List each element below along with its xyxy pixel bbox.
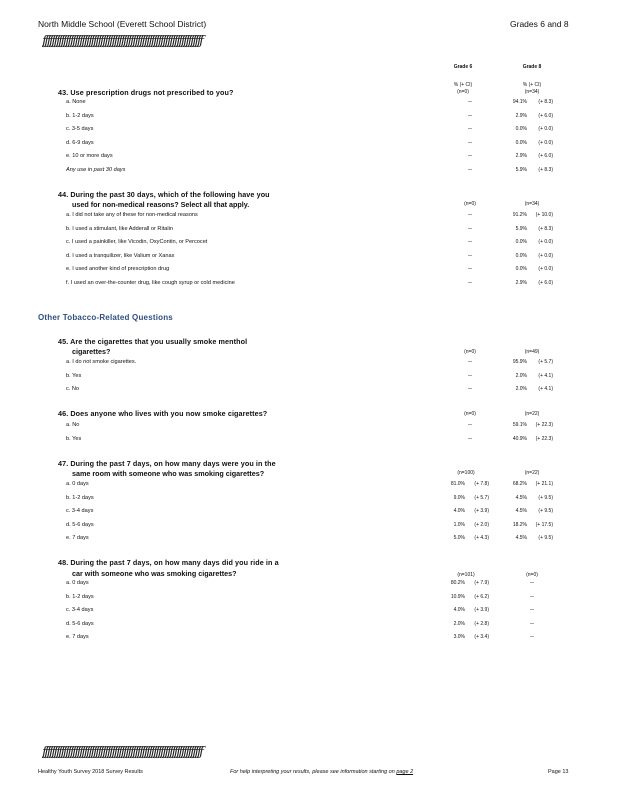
q47-option-label: b. 1-2 days xyxy=(66,494,94,501)
q43-grade8-percent: 2.9% xyxy=(515,153,527,159)
q47-grade8-ci: (+ 9.5) xyxy=(538,535,553,541)
q45-option-label: b. Yes xyxy=(66,372,82,379)
q47-n6: (n=100) xyxy=(457,470,475,476)
q47-grade6-ci: (+ 4.3) xyxy=(474,535,489,541)
top-rule: ƒƒƒƒƒƒƒƒƒƒƒƒƒƒƒƒƒƒƒƒƒƒƒƒƒƒƒƒƒƒƒƒƒƒƒƒƒƒƒƒƒƒƒƒƒƒƒƒƒƒƒƒƒƒƒƒƒƒƒƒƒƒƒƒƒƒƒƒƒ xyxy=(42,34,202,49)
q43-grade6-value: -- xyxy=(468,153,472,159)
q45-n8: (n=49) xyxy=(524,349,540,355)
q47-grade8-percent: 4.5% xyxy=(515,508,527,514)
q46-n8: (n=22) xyxy=(524,411,540,417)
q43-grade8-ci: (+ 0.0) xyxy=(538,126,553,132)
q46-option-label: b. Yes xyxy=(66,435,82,442)
q43-option-label: d. 6-9 days xyxy=(66,139,94,146)
q47-option-label: e. 7 days xyxy=(66,535,89,541)
q45-grade8-percent: 2.0% xyxy=(515,372,527,379)
bottom-rule: ƒƒƒƒƒƒƒƒƒƒƒƒƒƒƒƒƒƒƒƒƒƒƒƒƒƒƒƒƒƒƒƒƒƒƒƒƒƒƒƒƒƒƒƒƒƒƒƒƒƒƒƒƒƒƒƒƒƒƒƒƒƒƒƒƒƒƒƒƒ xyxy=(42,745,202,760)
q45-grade6-value: -- xyxy=(468,386,472,392)
q44-grade8-ci: (+ 8.3) xyxy=(538,225,553,232)
q47-grade8-percent: 68.2% xyxy=(512,481,527,487)
q47-grade8-ci: (+ 21.1) xyxy=(535,481,553,487)
q48-grade8-value: -- xyxy=(530,607,534,613)
q46-grade6-value: -- xyxy=(468,435,472,442)
q48-grade8-value: -- xyxy=(530,593,534,600)
grade6-stat-label: % (+ CI) xyxy=(453,82,473,88)
q48-grade6-ci: (+ 2.8) xyxy=(474,620,489,627)
q44-title-line2: used for non-medical reasons? Select all that apply. xyxy=(72,200,250,209)
q44-grade8-ci: (+ 0.0) xyxy=(538,239,553,245)
q44-grade8-ci: (+ 10.0) xyxy=(535,212,553,218)
q43-grade8-ci: (+ 0.0) xyxy=(538,139,553,146)
q47-option-label: d. 5-6 days xyxy=(66,521,94,528)
q47-grade8-percent: 4.5% xyxy=(515,494,527,501)
q45-title-line2: cigarettes? xyxy=(72,347,111,356)
q44-grade6-value: -- xyxy=(468,252,472,259)
q47-grade6-ci: (+ 3.9) xyxy=(474,508,489,514)
q44-grade8-percent: 2.9% xyxy=(515,279,527,286)
q44-grade8-percent: 91.2% xyxy=(512,212,527,218)
q44-option-label: f. I used an over-the-counter drug, like cough syrup or cold medicine xyxy=(66,279,235,286)
q45-grade8-ci: (+ 4.1) xyxy=(538,386,553,392)
q45-option-label: a. I do not smoke cigarettes. xyxy=(66,359,137,365)
q43-grade8-ci: (+ 8.3) xyxy=(538,99,553,105)
q47-grade6-percent: 9.0% xyxy=(453,494,465,501)
q43-grade6-value: -- xyxy=(468,112,472,119)
q48-grade6-ci: (+ 3.4) xyxy=(474,634,489,640)
q46-grade8-percent: 40.9% xyxy=(512,435,527,442)
q43-option-label: c. 3-5 days xyxy=(66,126,94,132)
q48-n8: (n=0) xyxy=(526,572,538,578)
q43-grade6-value: -- xyxy=(468,166,472,173)
q45-grade8-percent: 2.0% xyxy=(515,386,527,392)
q43-grade8-ci: (+ 6.0) xyxy=(538,153,553,159)
q43-title: 43. Use prescription drugs not prescribed to you? xyxy=(58,88,234,97)
grade8-header: Grade 8 xyxy=(522,64,542,70)
q48-grade6-ci: (+ 6.2) xyxy=(474,593,489,600)
q47-option-label: c. 3-4 days xyxy=(66,508,94,514)
q47-grade6-percent: 81.0% xyxy=(450,481,465,487)
q48-grade6-ci: (+ 3.9) xyxy=(474,607,489,613)
q43-option-label: a. None xyxy=(66,99,86,105)
q43-grade8-percent: 2.9% xyxy=(515,112,527,119)
grades-label: Grades 6 and 8 xyxy=(510,19,569,29)
footer-page-number: Page 13 xyxy=(548,769,569,775)
q47-grade8-percent: 18.2% xyxy=(512,521,527,528)
q43-grade6-value: -- xyxy=(468,139,472,146)
q47-grade6-ci: (+ 2.0) xyxy=(474,521,489,528)
q48-option-label: b. 1-2 days xyxy=(66,593,94,600)
q44-grade8-percent: 0.0% xyxy=(515,239,527,245)
q43-grade8-percent: 0.0% xyxy=(515,126,527,132)
q43-grade6-value: -- xyxy=(468,99,472,105)
q48-option-label: e. 7 days xyxy=(66,634,89,640)
q44-n8: (n=34) xyxy=(524,201,540,207)
q45-grade8-ci: (+ 4.1) xyxy=(538,372,553,379)
q43-grade8-percent: 0.0% xyxy=(515,139,527,146)
q47-grade8-ci: (+ 9.5) xyxy=(538,494,553,501)
q48-option-label: a. 0 days xyxy=(66,580,89,586)
q48-n6: (n=101) xyxy=(457,572,475,578)
q47-grade6-percent: 5.0% xyxy=(453,535,465,541)
q48-title-line2: car with someone who was smoking cigarettes? xyxy=(72,569,237,578)
q46-title: 46. Does anyone who lives with you now smoke cigarettes? xyxy=(58,409,268,418)
q48-grade6-percent: 2.0% xyxy=(453,620,465,627)
q48-option-label: d. 5-6 days xyxy=(66,620,94,627)
q44-n6: (n=0) xyxy=(464,201,476,207)
q47-grade8-ci: (+ 9.5) xyxy=(538,508,553,514)
q47-title-line1: 47. During the past 7 days, on how many days were you in the xyxy=(58,459,276,468)
q46-n6: (n=0) xyxy=(464,411,476,417)
school-name: North Middle School (Everett School District) xyxy=(38,19,207,29)
q48-grade6-percent: 80.2% xyxy=(450,580,465,586)
q43-option-label: b. 1-2 days xyxy=(66,112,94,119)
q44-grade8-percent: 0.0% xyxy=(515,252,527,259)
q45-grade6-value: -- xyxy=(468,372,472,379)
q44-grade8-percent: 5.9% xyxy=(515,225,527,232)
q43-grade8-percent: 94.1% xyxy=(512,99,527,105)
q44-grade8-percent: 0.0% xyxy=(515,266,527,272)
q46-option-label: a. No xyxy=(66,422,80,428)
q48-option-label: c. 3-4 days xyxy=(66,607,94,613)
footer-page-link[interactable]: page 2 xyxy=(396,769,414,775)
q44-option-label: c. I used a painkiller, like Vicodin, OxyContin, or Percocet xyxy=(66,239,208,245)
q48-grade6-ci: (+ 7.9) xyxy=(474,580,489,586)
section-title: Other Tobacco-Related Questions xyxy=(38,313,173,322)
q43-option-label: Any use in past 30 days xyxy=(66,166,126,173)
q47-grade6-ci: (+ 5.7) xyxy=(474,494,489,501)
q45-grade6-value: -- xyxy=(468,359,472,365)
q47-title-line2: same room with someone who was smoking cigarettes? xyxy=(72,469,265,478)
q47-grade6-ci: (+ 7.8) xyxy=(474,481,489,487)
q44-grade6-value: -- xyxy=(468,239,472,245)
q43-n6: (n=0) xyxy=(457,89,469,95)
q44-grade8-ci: (+ 0.0) xyxy=(538,266,553,272)
q43-n8: (n=34) xyxy=(524,89,540,95)
q44-option-label: e. I used another kind of prescription drug xyxy=(66,266,170,272)
q48-grade6-percent: 4.0% xyxy=(453,607,465,613)
q46-grade6-value: -- xyxy=(468,422,472,428)
q44-option-label: a. I did not take any of these for non-medical reasons xyxy=(66,212,198,218)
q47-grade8-percent: 4.5% xyxy=(515,535,527,541)
q44-option-label: b. I used a stimulant, like Adderall or Ritalin xyxy=(66,225,173,232)
footer-help-text xyxy=(230,769,413,775)
q45-grade8-ci: (+ 5.7) xyxy=(538,359,553,365)
q44-option-label: d. I used a tranquilizer, like Valium or Xanax xyxy=(66,252,175,259)
q44-grade6-value: -- xyxy=(468,279,472,286)
q45-title-line1: 45. Are the cigarettes that you usually smoke menthol xyxy=(58,337,248,346)
q44-grade8-ci: (+ 0.0) xyxy=(538,252,553,259)
q43-grade6-value: -- xyxy=(468,126,472,132)
q44-grade6-value: -- xyxy=(468,212,472,218)
q44-grade8-ci: (+ 6.0) xyxy=(538,279,553,286)
q46-grade8-percent: 59.1% xyxy=(512,422,527,428)
q46-grade8-ci: (+ 22.3) xyxy=(535,422,553,428)
q47-option-label: a. 0 days xyxy=(66,481,89,487)
q47-n8: (n=22) xyxy=(524,470,540,476)
footer-help-sentence: For help interpreting your results, please see information starting on xyxy=(230,769,395,775)
q45-option-label: c. No xyxy=(66,386,80,392)
q43-grade8-ci: (+ 6.0) xyxy=(538,112,553,119)
q48-grade6-percent: 10.9% xyxy=(450,593,465,600)
q48-title-line1: 48. During the past 7 days, on how many days did you ride in a xyxy=(58,558,279,567)
q48-grade8-value: -- xyxy=(530,620,534,627)
grade8-stat-label: % (+ CI) xyxy=(522,82,542,88)
q48-grade6-percent: 3.0% xyxy=(453,634,465,640)
q45-grade8-percent: 95.9% xyxy=(512,359,527,365)
q48-grade8-value: -- xyxy=(530,580,534,586)
q47-grade8-ci: (+ 17.5) xyxy=(535,521,553,528)
q43-grade8-percent: 5.9% xyxy=(515,166,527,173)
q44-grade6-value: -- xyxy=(468,266,472,272)
footer-survey-title: Healthy Youth Survey 2018 Survey Results xyxy=(38,769,143,775)
q48-grade8-value: -- xyxy=(530,634,534,640)
grade6-header: Grade 6 xyxy=(453,64,473,70)
q44-grade6-value: -- xyxy=(468,225,472,232)
q45-n6: (n=0) xyxy=(464,349,476,355)
q47-grade6-percent: 1.0% xyxy=(453,521,465,528)
q46-grade8-ci: (+ 22.3) xyxy=(535,435,553,442)
q43-option-label: e. 10 or more days xyxy=(66,153,113,159)
q43-grade8-ci: (+ 8.3) xyxy=(538,166,553,173)
q44-title-line1: 44. During the past 30 days, which of the following have you xyxy=(58,190,270,199)
q47-grade6-percent: 4.0% xyxy=(453,508,465,514)
